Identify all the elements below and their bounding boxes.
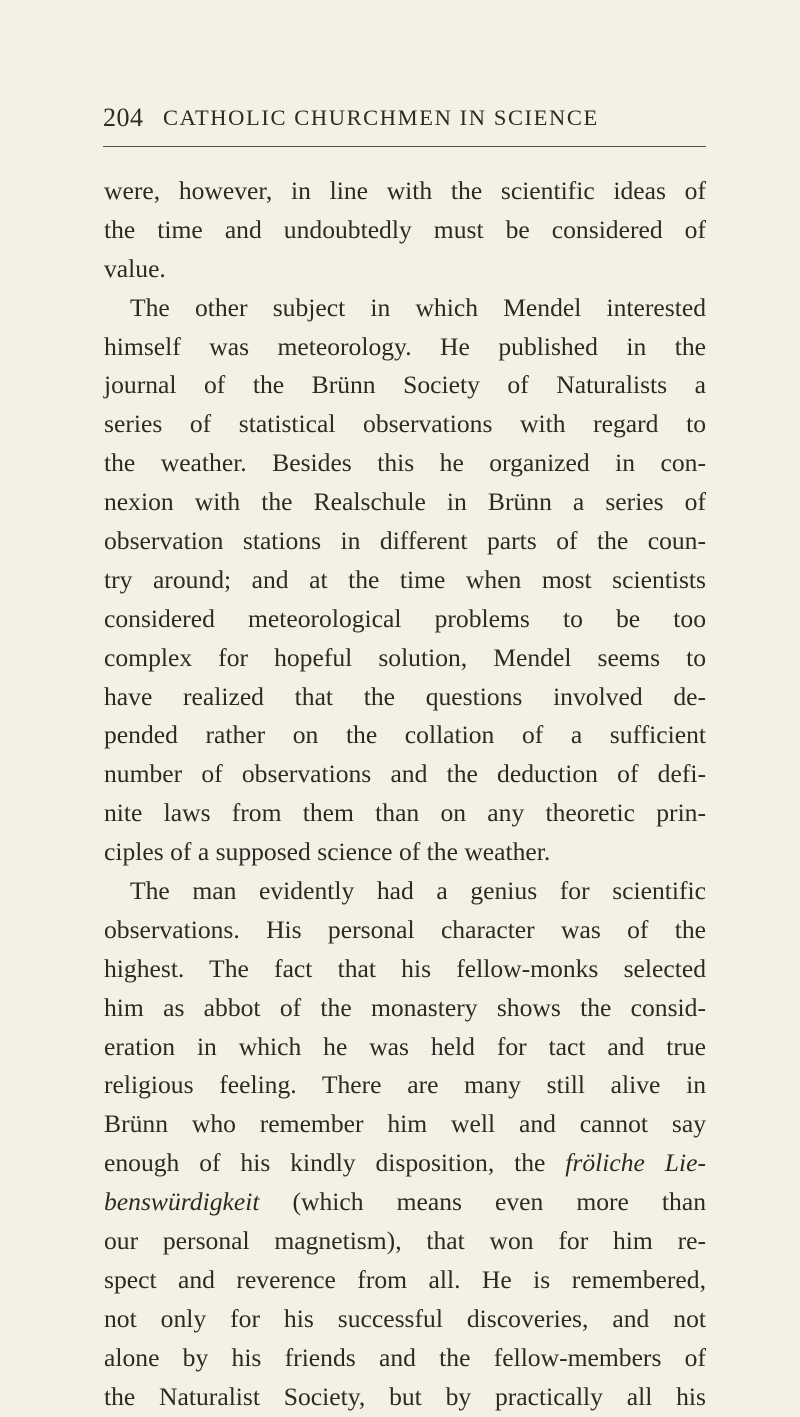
text-line: value.: [104, 253, 166, 283]
text-line: religious feeling. There are many still alive in: [104, 1070, 706, 1100]
text-line: pended rather on the collation of a sufficient: [104, 720, 706, 750]
text-line: eration in which he was held for tact and true: [104, 1031, 706, 1061]
text-line: alone by his friends and the fellow-members of: [104, 1342, 706, 1372]
text-line: ciples of a supposed science of the weather.: [104, 837, 551, 867]
text-line: observation stations in different parts of the coun-: [104, 526, 706, 556]
text-line: try around; and at the time when most scientists: [104, 564, 706, 594]
text-line: number of observations and the deduction of defi-: [104, 759, 706, 789]
text-line: nexion with the Realschule in Brünn a series of: [104, 487, 706, 517]
page-number: 204: [103, 103, 144, 132]
text-line: complex for hopeful solution, Mendel seems to: [104, 642, 706, 672]
text-line: series of statistical observations with regard to: [104, 409, 706, 439]
text-line-segment: enough of his kindly disposition, the: [104, 1148, 546, 1178]
text-line: himself was meteorology. He published in the: [104, 331, 706, 361]
text-line: the time and undoubtedly must be considered of: [104, 214, 706, 244]
text-line: observations. His personal character was of the: [104, 914, 706, 944]
italic-phrase: fröliche Lie-: [565, 1148, 706, 1178]
text-line: him as abbot of the monastery shows the consid-: [104, 992, 706, 1022]
text-line: our personal magnetism), that won for him re-: [104, 1226, 706, 1256]
text-line: nite laws from them than on any theoretic prin-: [104, 798, 706, 828]
text-line: not only for his successful discoveries, and not: [104, 1303, 706, 1333]
text-line: [104, 1144, 706, 1183]
running-head: [103, 103, 706, 139]
text-line: journal of the Brünn Society of Naturalists a: [104, 370, 706, 400]
text-line: The other subject in which Mendel interested: [130, 292, 706, 322]
italic-phrase: benswürdigkeit: [104, 1187, 260, 1217]
text-line: highest. The fact that his fellow-monks selected: [104, 953, 706, 983]
body-text: [104, 172, 706, 1417]
header-rule: [103, 146, 706, 147]
text-line: the Naturalist Society, but by practically all his: [104, 1381, 706, 1411]
running-title: CATHOLIC CHURCHMEN IN SCIENCE: [163, 105, 599, 130]
text-line-segment: (which means even more than: [292, 1187, 706, 1217]
text-line: The man evidently had a genius for scientific: [130, 876, 706, 906]
text-line: the weather. Besides this he organized in con-: [104, 448, 706, 478]
text-line: spect and reverence from all. He is remembered,: [104, 1264, 706, 1294]
text-line: [104, 1183, 706, 1222]
text-line: were, however, in line with the scientific ideas of: [104, 176, 706, 205]
text-line: have realized that the questions involved de-: [104, 681, 706, 711]
text-line: considered meteorological problems to be too: [104, 603, 706, 633]
text-line: Brünn who remember him well and cannot say: [104, 1109, 706, 1139]
